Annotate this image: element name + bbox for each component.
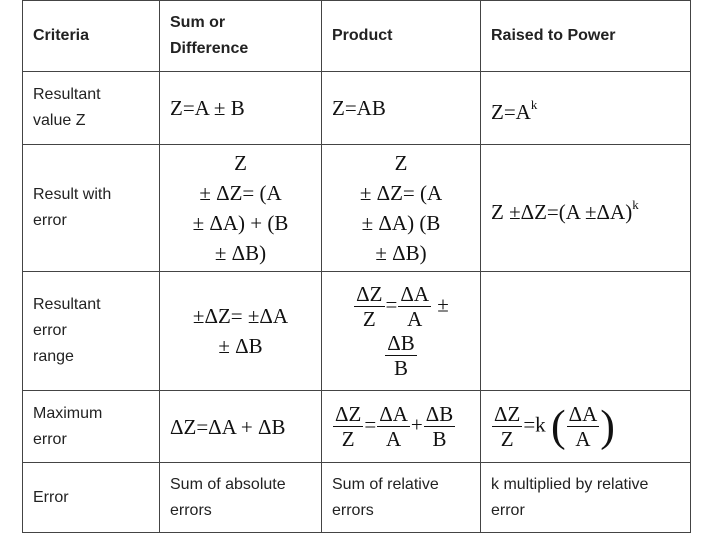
plus-minus-sign: ±	[437, 292, 449, 317]
fraction-db-over-b	[424, 402, 456, 451]
formula-line: Z	[394, 151, 408, 175]
sum-resultant-value: Z=A ± B	[160, 72, 322, 145]
power-maximum-error	[481, 391, 691, 463]
formula-line: ± ΔA) (B	[361, 211, 441, 235]
denominator: A	[385, 427, 402, 451]
formula-line: ± ΔB)	[375, 241, 427, 265]
header-product: Product	[322, 1, 481, 72]
label-result-with-error	[23, 145, 160, 272]
power-exponent: k	[632, 196, 639, 212]
formula-line: ± ΔA) + (B	[192, 211, 289, 235]
header-raised-to-power: Raised to Power	[481, 1, 691, 72]
text-line: errors	[332, 501, 374, 519]
label-line: value Z	[33, 112, 86, 129]
sum-error	[160, 463, 322, 533]
right-paren: )	[600, 401, 615, 451]
numerator: ΔZ	[356, 282, 383, 306]
text-line: k multiplied by relative	[491, 475, 649, 493]
formula-line: ± ΔZ= (A	[199, 181, 282, 205]
label-resultant-value	[23, 72, 160, 145]
numerator: ΔA	[568, 402, 598, 426]
header-sum-line1: Sum or	[170, 14, 226, 31]
text-line: errors	[170, 501, 212, 519]
fraction-da-over-a	[567, 402, 600, 451]
equals-sign: =	[385, 292, 398, 317]
row-maximum-error	[23, 391, 691, 463]
denominator: B	[432, 427, 447, 451]
fraction-da-over-a	[398, 282, 431, 331]
plus-sign: +	[410, 412, 423, 437]
product-resultant-value: Z=AB	[322, 72, 481, 145]
row-resultant-error-range	[23, 272, 691, 391]
row-resultant-value	[23, 72, 691, 145]
numerator: ΔB	[425, 402, 454, 426]
denominator: A	[575, 427, 591, 451]
text-line: Sum of relative	[332, 475, 439, 493]
power-exponent: k	[530, 96, 538, 112]
header-sum-or-difference	[160, 1, 322, 72]
numerator: ΔA	[400, 282, 430, 306]
power-formula: Z ±ΔZ=(A ±ΔA)	[491, 199, 633, 224]
left-paren: (	[550, 401, 566, 451]
label-line: error	[33, 430, 67, 448]
numerator: ΔZ	[494, 402, 521, 426]
label-line: Resultant	[33, 86, 101, 103]
numerator: ΔA	[379, 402, 408, 426]
label-line: Maximum	[33, 404, 103, 422]
label-line: error	[33, 322, 67, 339]
denominator: Z	[500, 427, 514, 451]
formula-line: Z	[234, 151, 247, 175]
formula-line: ±ΔZ= ±ΔA	[192, 304, 289, 328]
product-resultant-error-range	[322, 272, 481, 391]
denominator: B	[393, 356, 408, 380]
sum-result-with-error	[160, 145, 322, 272]
denominator: Z	[341, 427, 355, 451]
product-error	[322, 463, 481, 533]
label-line: range	[33, 348, 74, 365]
power-error	[481, 463, 691, 533]
label-resultant-error-range	[23, 272, 160, 391]
sum-resultant-error-range	[160, 272, 322, 391]
text-line: Sum of absolute	[170, 475, 286, 493]
label-line: Resultant	[33, 296, 101, 313]
fraction-dz-over-z	[333, 402, 363, 451]
power-result-with-error	[481, 145, 691, 272]
numerator: ΔB	[387, 331, 415, 355]
denominator: Z	[362, 307, 376, 331]
header-row	[23, 1, 691, 72]
label-line: Result with	[33, 186, 112, 203]
numerator: ΔZ	[335, 402, 362, 426]
formula-line: ± ΔZ= (A	[359, 181, 443, 205]
power-resultant-error-range	[481, 272, 691, 391]
row-error	[23, 463, 691, 533]
sum-maximum-error: ΔZ=ΔA + ΔB	[160, 391, 322, 463]
denominator: A	[407, 307, 423, 331]
header-sum-line2: Difference	[170, 40, 249, 57]
power-resultant-value	[481, 72, 691, 145]
formula-line: ± ΔB	[218, 334, 263, 358]
fraction-dz-over-z	[354, 282, 384, 331]
power-base: Z=A	[491, 99, 531, 124]
label-maximum-error	[23, 391, 160, 463]
fraction-da-over-a	[377, 402, 410, 451]
equals-sign: =	[364, 412, 377, 437]
formula-line: ± ΔB)	[214, 241, 267, 265]
label-error: Error	[23, 463, 160, 533]
fraction-dz-over-z	[492, 402, 522, 451]
equals-k: =k	[523, 412, 546, 437]
product-result-with-error	[322, 145, 481, 272]
error-propagation-table	[22, 0, 691, 533]
fraction-db-over-b	[385, 331, 417, 380]
text-line: error	[491, 501, 525, 519]
product-maximum-error	[322, 391, 481, 463]
row-result-with-error	[23, 145, 691, 272]
label-line: error	[33, 212, 67, 229]
header-criteria: Criteria	[23, 1, 160, 72]
